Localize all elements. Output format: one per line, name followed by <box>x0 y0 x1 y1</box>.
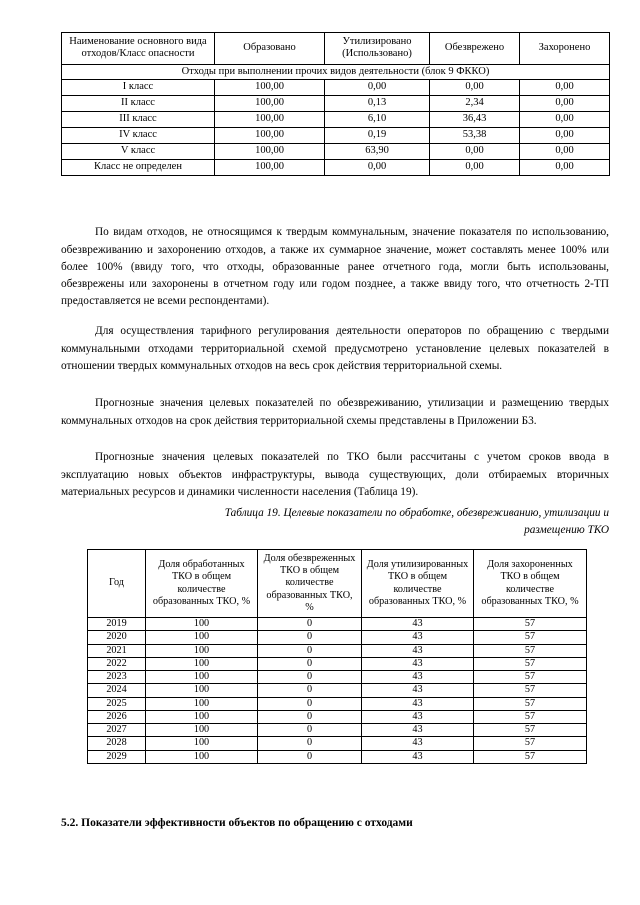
waste-class-table <box>61 32 610 176</box>
table-caption <box>61 505 609 539</box>
cell-processed: 100 <box>146 697 258 710</box>
cell-neutralized: 0 <box>258 671 362 684</box>
cell-neutralized: 2,34 <box>430 96 520 112</box>
cell-generated: 100,00 <box>215 112 325 128</box>
cell-generated: 100,00 <box>215 128 325 144</box>
table-header <box>62 33 610 65</box>
table-header-row <box>88 550 587 618</box>
column-header-landfilled: Захоронено <box>520 33 610 65</box>
waste-class-table-container <box>61 32 609 176</box>
cell-processed: 100 <box>146 618 258 631</box>
cell-landfilled: 0,00 <box>520 160 610 176</box>
cell-utilized: 43 <box>362 618 474 631</box>
cell-year: 2021 <box>88 644 146 657</box>
cell-year: 2025 <box>88 697 146 710</box>
cell-utilized: 43 <box>362 697 474 710</box>
table-row <box>62 144 610 160</box>
cell-waste-name: III класс <box>62 112 215 128</box>
cell-landfilled: 57 <box>474 657 587 670</box>
cell-waste-name: V класс <box>62 144 215 160</box>
section-heading: 5.2. Показатели эффективности объектов по обращению с отходами <box>61 817 413 829</box>
paragraph-forecast-method: Прогнозные значения целевых показателей по ТКО были рассчитаны с учетом сроков ввода в эксплуатацию новых объектов инфраструктуры, вывода существующих, доли отбираемых вторичных материальных ресурсов и динамики численности населения (Таблица 19). <box>61 451 609 498</box>
cell-landfilled: 57 <box>474 618 587 631</box>
table-row <box>62 96 610 112</box>
table-row <box>88 750 587 763</box>
table-row <box>88 657 587 670</box>
cell-neutralized: 0 <box>258 750 362 763</box>
cell-landfilled: 0,00 <box>520 96 610 112</box>
cell-neutralized: 0,00 <box>430 144 520 160</box>
cell-landfilled: 0,00 <box>520 80 610 96</box>
cell-year: 2027 <box>88 724 146 737</box>
cell-processed: 100 <box>146 644 258 657</box>
cell-utilized: 43 <box>362 750 474 763</box>
table-body <box>88 618 587 764</box>
paragraph-non-msw-note: По видам отходов, не относящимся к твердым коммунальным, значение показателя по использованию, обезвреживанию и захоронению отходов, а также их суммарное значение, может составлять менее 100% или более 100% (ввиду того, что отходы, образованные ранее отчетного года, могли быть использованы, обезврежены или захоронены в отчетном году или годом позднее, а также ввиду того, что отчетность 2-ТП предоставляется не всеми респондентами). <box>61 226 609 308</box>
cell-generated: 100,00 <box>215 96 325 112</box>
table-header-row <box>62 33 610 65</box>
table-caption-line-2: размещению ТКО <box>524 523 609 536</box>
cell-landfilled: 57 <box>474 631 587 644</box>
cell-utilized: 43 <box>362 657 474 670</box>
table-row <box>88 737 587 750</box>
column-header-neutralized: Обезврежено <box>430 33 520 65</box>
table-row <box>62 112 610 128</box>
cell-utilized: 43 <box>362 737 474 750</box>
cell-neutralized: 0,00 <box>430 160 520 176</box>
cell-utilized: 0,19 <box>325 128 430 144</box>
cell-neutralized: 0 <box>258 697 362 710</box>
table-caption-line-1: Таблица 19. Целевые показатели по обработке, обезвреживанию, утилизации и <box>224 507 609 519</box>
cell-processed: 100 <box>146 710 258 723</box>
cell-processed: 100 <box>146 750 258 763</box>
cell-year: 2020 <box>88 631 146 644</box>
cell-processed: 100 <box>146 671 258 684</box>
cell-waste-name: Класс не определен <box>62 160 215 176</box>
cell-neutralized: 0 <box>258 644 362 657</box>
column-header-landfilled-share: Доля захороненных ТКО в общем количестве образованных ТКО, % <box>474 550 587 618</box>
target-indicators-table <box>87 549 587 764</box>
cell-neutralized: 36,43 <box>430 112 520 128</box>
cell-landfilled: 57 <box>474 671 587 684</box>
cell-utilized: 0,00 <box>325 160 430 176</box>
cell-utilized: 43 <box>362 631 474 644</box>
table-band-label: Отходы при выполнении прочих видов деятельности (блок 9 ФККО) <box>62 64 610 79</box>
table-row <box>88 697 587 710</box>
cell-landfilled: 57 <box>474 710 587 723</box>
cell-utilized: 43 <box>362 644 474 657</box>
table-band-row <box>62 64 610 79</box>
cell-neutralized: 53,38 <box>430 128 520 144</box>
cell-year: 2028 <box>88 737 146 750</box>
cell-year: 2019 <box>88 618 146 631</box>
cell-processed: 100 <box>146 684 258 697</box>
table-row <box>62 160 610 176</box>
cell-neutralized: 0 <box>258 684 362 697</box>
table-row <box>88 631 587 644</box>
cell-generated: 100,00 <box>215 160 325 176</box>
cell-neutralized: 0 <box>258 657 362 670</box>
cell-utilized: 0,00 <box>325 80 430 96</box>
cell-waste-name: IV класс <box>62 128 215 144</box>
table-row <box>88 618 587 631</box>
cell-landfilled: 57 <box>474 724 587 737</box>
table-body <box>62 64 610 175</box>
table-row <box>88 644 587 657</box>
target-indicators-table-container <box>87 549 579 764</box>
cell-utilized: 63,90 <box>325 144 430 160</box>
cell-processed: 100 <box>146 631 258 644</box>
column-header-year: Год <box>88 550 146 618</box>
cell-processed: 100 <box>146 724 258 737</box>
table-header <box>88 550 587 618</box>
cell-landfilled: 57 <box>474 644 587 657</box>
cell-utilized: 0,13 <box>325 96 430 112</box>
cell-waste-name: II класс <box>62 96 215 112</box>
cell-neutralized: 0 <box>258 737 362 750</box>
cell-utilized: 43 <box>362 724 474 737</box>
column-header-generated: Образовано <box>215 33 325 65</box>
table-row <box>88 671 587 684</box>
cell-neutralized: 0 <box>258 618 362 631</box>
cell-waste-name: I класс <box>62 80 215 96</box>
cell-utilized: 43 <box>362 684 474 697</box>
cell-year: 2023 <box>88 671 146 684</box>
cell-utilized: 43 <box>362 710 474 723</box>
table-row <box>62 80 610 96</box>
cell-landfilled: 0,00 <box>520 128 610 144</box>
paragraph-tariff-regulation: Для осуществления тарифного регулирования деятельности операторов по обращению с твердыми коммунальными отходами территориальной схемой предусмотрено установление целевых показателей в отношении твердых коммунальных отходов на весь срок действия территориальной схемы. <box>61 325 609 372</box>
cell-landfilled: 57 <box>474 750 587 763</box>
table-row <box>88 684 587 697</box>
cell-utilized: 43 <box>362 671 474 684</box>
cell-processed: 100 <box>146 737 258 750</box>
table-row <box>62 128 610 144</box>
cell-year: 2029 <box>88 750 146 763</box>
column-header-processed-share: Доля обработанных ТКО в общем количестве образованных ТКО, % <box>146 550 258 618</box>
paragraph-forecast-appendix: Прогнозные значения целевых показателей по обезвреживанию, утилизации и размещению твердых коммунальных отходов на срок действия территориальной схемы представлены в Приложении Б3. <box>61 397 609 427</box>
column-header-waste-name: Наименование основного вида отходов/Класс опасности <box>62 33 215 65</box>
column-header-neutralized-share: Доля обезвреженных ТКО в общем количестве образованных ТКО, % <box>258 550 362 618</box>
table-row <box>88 710 587 723</box>
cell-generated: 100,00 <box>215 144 325 160</box>
cell-neutralized: 0 <box>258 724 362 737</box>
cell-year: 2026 <box>88 710 146 723</box>
cell-neutralized: 0 <box>258 631 362 644</box>
cell-neutralized: 0,00 <box>430 80 520 96</box>
cell-neutralized: 0 <box>258 710 362 723</box>
cell-landfilled: 57 <box>474 684 587 697</box>
cell-generated: 100,00 <box>215 80 325 96</box>
column-header-utilized: Утилизировано (Использовано) <box>325 33 430 65</box>
column-header-utilized-share: Доля утилизированных ТКО в общем количестве образованных ТКО, % <box>362 550 474 618</box>
table-row <box>88 724 587 737</box>
cell-year: 2024 <box>88 684 146 697</box>
cell-utilized: 6,10 <box>325 112 430 128</box>
cell-landfilled: 57 <box>474 697 587 710</box>
cell-year: 2022 <box>88 657 146 670</box>
cell-landfilled: 57 <box>474 737 587 750</box>
cell-landfilled: 0,00 <box>520 144 610 160</box>
cell-processed: 100 <box>146 657 258 670</box>
cell-landfilled: 0,00 <box>520 112 610 128</box>
